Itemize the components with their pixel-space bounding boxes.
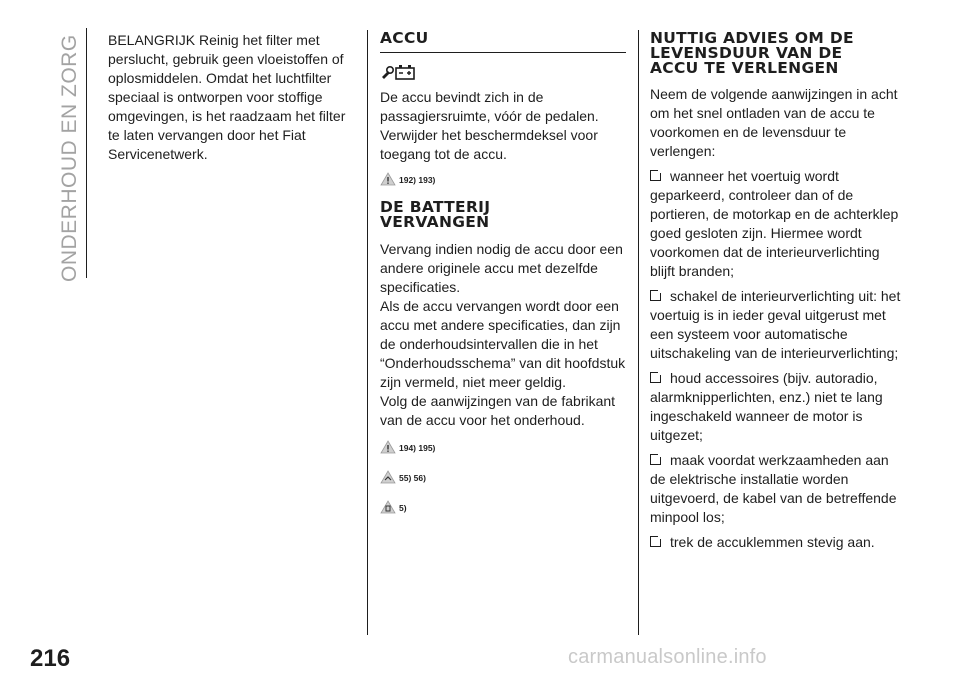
advice-bullet: trek de accuklemmen stevig aan. (650, 533, 906, 552)
replace-heading-line2: VERVANGEN (380, 213, 490, 231)
accu-warning-ref (380, 172, 626, 186)
page-number: 216 (30, 645, 71, 672)
checkbox-bullet-icon (650, 170, 661, 181)
column-divider-1 (367, 30, 368, 635)
chapter-side-title: ONDERHOUD EN ZORG (58, 34, 81, 282)
environment-icon (380, 500, 396, 514)
note-hand-icon (380, 470, 396, 484)
replace-para-3: Volg de aanwijzingen van de fabrikant van de accu voor het onderhoud. (380, 393, 616, 428)
column-2 (380, 31, 626, 514)
replace-para-2: Als de accu vervangen wordt door een accu met andere specificaties, dan zijn de onderhoudsintervallen die in het “Onderhoudsschema” van dit hoofdstuk zijn vermeld, niet meer geldig. (380, 298, 626, 390)
replace-warning-ref (380, 440, 626, 454)
column-divider-2 (638, 30, 639, 635)
checkbox-bullet-icon (650, 454, 661, 465)
advice-intro: Neem de volgende aanwijzingen in acht om het snel ontladen van de accu te voorkomen en de levensduur te verlengen: (650, 86, 898, 159)
column-1 (108, 31, 354, 164)
advice-bullet: schakel de interieurverlichting uit: het voertuig is in ieder geval uitgerust met een systeem voor automatische uitschakeling van de interieurverlichting; (650, 288, 901, 361)
advice-heading-line3: ACCU TE VERLENGEN (650, 59, 839, 77)
replace-warning-ref-text: 194) 195) (399, 443, 436, 453)
replace-heading (380, 200, 626, 230)
advice-bullet: wanneer het voertuig wordt geparkeerd, controleer dan of de portieren, de motorkap en de achterklep goed gesloten zijn. Hiermee wordt voorkomen dat de interieurverlichting blijft branden; (650, 168, 899, 279)
advice-bullet: houd accessoires (bijv. autoradio, alarmknipperlichten, enz.) niet te lang ingeschakeld wanneer de motor is uitgezet; (650, 370, 883, 443)
advice-heading-line1: NUTTIG ADVIES OM DE (650, 29, 854, 47)
side-divider (86, 28, 87, 278)
accu-location-text: De accu bevindt zich in de passagiersruimte, vóór de pedalen. Verwijder het beschermdeksel voor toegang tot de accu. (380, 89, 599, 162)
accu-heading: ACCU (380, 29, 429, 47)
warning-ref-text: 192) 193) (399, 175, 436, 185)
replace-para-1: Vervang indien nodig de accu door een andere originele accu met dezelfde specificaties. (380, 241, 623, 295)
warning-triangle-icon (380, 440, 396, 454)
advice-heading-line2: LEVENSDUUR VAN DE (650, 44, 843, 62)
replace-note-ref-text: 55) 56) (399, 473, 426, 483)
accu-heading-rule (380, 52, 626, 53)
filter-note-text: BELANGRIJK Reinig het filter met perslucht, gebruik geen vloeistoffen of oplosmiddelen. Omdat het luchtfilter speciaal is ontworpen voor stoffige omgevingen, is het raadzaam het filter te laten vervangen door het Fiat Servicenetwerk. (108, 32, 346, 162)
checkbox-bullet-icon (650, 536, 661, 547)
advice-heading (650, 31, 906, 76)
column-3 (650, 31, 906, 558)
checkbox-bullet-icon (650, 290, 661, 301)
replace-heading-line1: DE BATTERIJ (380, 198, 491, 216)
watermark: carmanualsonline.info (568, 646, 767, 668)
checkbox-bullet-icon (650, 372, 661, 383)
warning-triangle-icon (380, 172, 396, 186)
advice-bullet: maak voordat werkzaamheden aan de elektrische installatie worden uitgevoerd, de kabel van de betreffende minpool los; (650, 452, 897, 525)
battery-wrench-icon (380, 63, 418, 86)
replace-note-ref (380, 470, 626, 484)
replace-env-ref-text: 5) (399, 503, 407, 513)
replace-env-ref (380, 500, 626, 514)
